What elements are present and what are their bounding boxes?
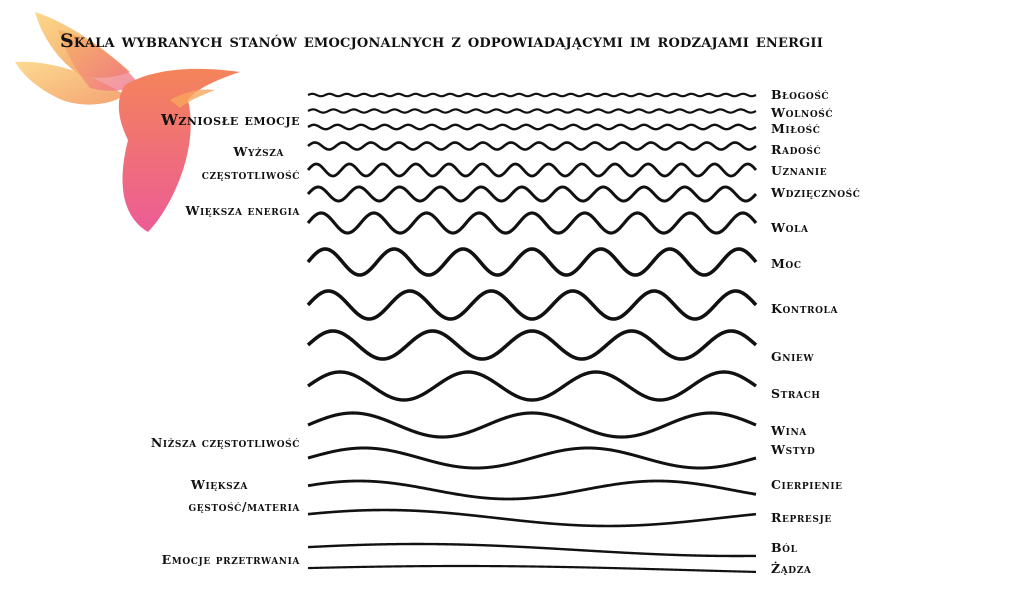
label-higher-frequency-line2: częstotliwość — [201, 167, 300, 182]
label-sublime-emotions: Wzniosłe emocje — [160, 111, 300, 129]
wave-8 — [308, 249, 756, 275]
emotion-label-11: Strach — [771, 386, 821, 401]
wave-10 — [308, 331, 756, 359]
label-survival-emotions: Emocje przetrwania — [161, 552, 300, 567]
wave-17 — [308, 566, 756, 572]
wave-12 — [308, 413, 756, 437]
label-more-energy: Większa energia — [185, 203, 300, 218]
wave-11 — [308, 372, 756, 400]
wave-13 — [308, 448, 756, 468]
emotion-label-1: Błogość — [771, 87, 830, 102]
emotion-label-12: Wina — [771, 423, 807, 438]
emotion-label-10: Gniew — [771, 349, 815, 364]
emotion-label-4: Radość — [771, 142, 822, 157]
emotion-label-6: Wdzięczność — [771, 185, 861, 200]
emotion-label-9: Kontrola — [771, 301, 839, 316]
wave-3 — [308, 125, 756, 129]
wave-7 — [308, 213, 756, 233]
emotion-label-16: Ból — [771, 540, 798, 555]
emotion-label-7: Wola — [771, 220, 809, 235]
label-higher-frequency-line1: Wyższa — [233, 144, 284, 159]
wave-14 — [308, 481, 756, 499]
label-lower-frequency: Niższa częstotliwość — [150, 435, 300, 450]
wave-9 — [308, 291, 756, 319]
emotion-label-13: Wstyd — [771, 442, 816, 457]
label-greater-density-line1: Większa — [190, 477, 248, 492]
wave-4 — [308, 143, 756, 150]
wave-2 — [308, 109, 756, 112]
page-title: Skala wybranych stanów emocjonalnych z odpowiadającymi im rodzajami energii — [60, 30, 823, 52]
label-greater-density-line2: gęstość/materia — [188, 499, 300, 514]
wave-5 — [308, 164, 756, 176]
emotion-label-15: Represje — [771, 510, 832, 525]
wave-6 — [308, 187, 756, 201]
wave-16 — [308, 544, 756, 556]
emotion-label-17: Żądza — [771, 561, 812, 576]
emotion-label-5: Uznanie — [771, 163, 828, 178]
emotion-label-14: Cierpienie — [771, 477, 843, 492]
emotion-label-2: Wolność — [771, 105, 834, 120]
wave-15 — [308, 510, 756, 526]
emotion-label-3: Miłość — [771, 121, 821, 136]
emotion-label-8: Moc — [771, 256, 802, 271]
wave-1 — [308, 94, 756, 96]
